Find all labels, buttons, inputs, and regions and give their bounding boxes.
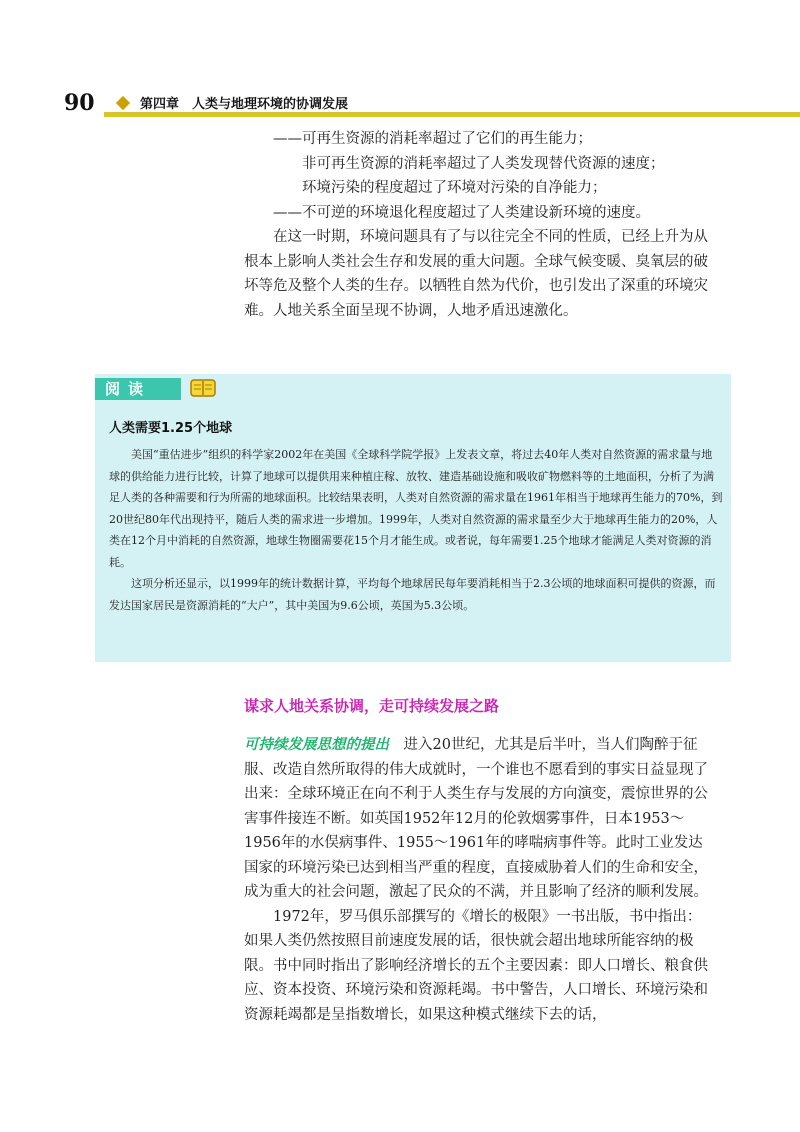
- page-header: [64, 86, 800, 118]
- paragraph: [244, 733, 714, 905]
- list-item: 非可再生资源的消耗率超过了人类发现替代资源的速度；: [302, 155, 665, 172]
- reading-title: 人类需要1.25个地球: [109, 421, 233, 436]
- reading-tag: 阅读: [95, 378, 181, 400]
- chapter-title: 第四章 人类与地理环境的协调发展: [140, 97, 349, 112]
- paragraph: 这项分析还显示，以1999年的统计数据计算，平均每个地球居民每年要消耗相当于2.3公顷的地球面积可提供的资源，而发达国家居民是资源消耗的“大户”，其中美国为9.6公顷，英国为5.3公顷。: [109, 577, 716, 612]
- page-number: 90: [64, 90, 95, 116]
- reading-box: [95, 374, 731, 662]
- list-item: ——不可逆的环境退化程度超过了人类建设新环境的速度。: [273, 204, 650, 221]
- diamond-icon: [116, 96, 130, 110]
- list-item: ——可再生资源的消耗率超过了它们的再生能力；: [273, 131, 592, 147]
- section-text-block: [244, 733, 714, 1027]
- paragraph: 在这一时期，环境问题具有了与以往完全不同的性质，已经上升为从根本上影响人类社会生存和发展的重大问题。全球气候变暖、臭氧层的破坏等危及整个人类的生存。以牺牲自然为代价，也引发出了深重的环境灾难。人地关系全面呈现不协调，人地矛盾迅速激化。: [244, 229, 708, 319]
- top-text-block: [244, 127, 714, 323]
- reading-text: [109, 444, 723, 616]
- list-item: 环境污染的程度超过了环境对污染的自净能力；: [302, 180, 607, 196]
- lead-heading: 可持续发展思想的提出: [244, 737, 389, 753]
- book-icon: [189, 377, 217, 399]
- paragraph: 美国“重估进步”组织的科学家2002年在美国《全球科学院学报》上发表文章，将过去40年人类对自然资源的需求量与地球的供给能力进行比较，计算了地球可以提供用来种植庄稼、放牧、建造基础设施和吸收矿物燃料等的土地面积，分析了为满足人类的各种需要和行为所需的地球面积。比较结果表明，人类对自然资源的需求量在1961年相当于地球再生能力的70%，到20世纪80年代出现持平，随后人类的需求进一步增加。1999年，人类对自然资源的需求量至少大于地球再生能力的20%，人类在12个月中消耗的自然资源，地球生物圈需要花15个月才能生成。或者说，每年需要1.25个地球才能满足人类对资源的消耗。: [109, 448, 723, 569]
- section-title: 谋求人地关系协调，走可持续发展之路: [244, 697, 500, 715]
- header-rule: [104, 112, 800, 117]
- paragraph-body: 进入20世纪，尤其是后半叶，当人们陶醉于征服、改造自然所取得的伟大成就时，一个谁也不愿看到的事实日益显现了出来：全球环境正在向不利于人类生存与发展的方向演变，震惊世界的公害事件接连不断。如英国1952年12月的伦敦烟雾事件，日本1953～1956年的水俣病事件、1955～1961年的哮喘病事件等。此时工业发达国家的环境污染已达到相当严重的程度，直接威胁着人们的生命和安全，成为重大的社会问题，激起了民众的不满，并且影响了经济的顺利发展。: [244, 737, 708, 900]
- paragraph: 1972年，罗马俱乐部撰写的《增长的极限》一书出版，书中指出：如果人类仍然按照目前速度发展的话，很快就会超出地球所能容纳的极限。书中同时指出了影响经济增长的五个主要因素：即人口增长、粮食供应、资本投资、环境污染和资源耗竭。书中警告，人口增长、环境污染和资源耗竭都是呈指数增长，如果这种模式继续下去的话，: [244, 908, 708, 1023]
